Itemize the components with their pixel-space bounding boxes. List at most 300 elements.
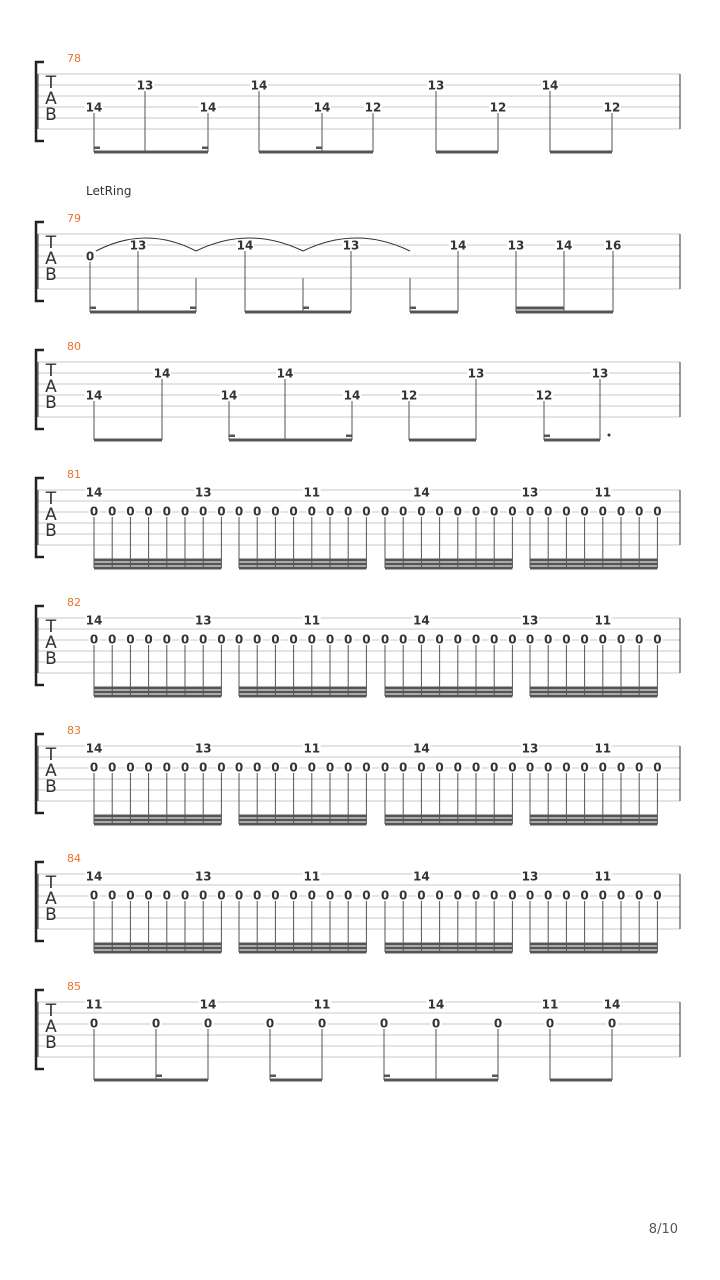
fret-number: 0 xyxy=(508,760,517,775)
tab-clef-letter: T xyxy=(45,617,57,637)
fret-number: 0 xyxy=(417,632,426,647)
beam xyxy=(94,439,162,442)
tab-clef-letter: B xyxy=(45,265,57,285)
beam xyxy=(239,695,366,698)
fret-number: 0 xyxy=(525,504,535,519)
fret-number: 0 xyxy=(180,504,190,519)
fret-number: 0 xyxy=(162,888,171,903)
beam xyxy=(516,307,564,310)
fret-number: 0 xyxy=(89,1016,99,1031)
fret-number: 0 xyxy=(417,888,426,903)
fret-number: 0 xyxy=(493,1016,503,1031)
beam xyxy=(239,567,366,570)
beam xyxy=(94,151,208,154)
fret-number: 0 xyxy=(271,504,280,519)
fret-number: 0 xyxy=(253,760,262,775)
measure-number: 82 xyxy=(67,596,81,609)
fret-number: 0 xyxy=(399,504,408,519)
fret-number: 13 xyxy=(507,238,525,253)
fret-number: 0 xyxy=(453,632,462,647)
fret-number: 0 xyxy=(653,760,662,775)
fret-number: 11 xyxy=(594,869,612,884)
fret-number: 14 xyxy=(85,741,103,756)
tab-clef-letter: A xyxy=(45,1017,57,1037)
beam xyxy=(530,819,657,822)
fret-number: 14 xyxy=(276,366,294,381)
fret-number: 0 xyxy=(380,888,390,903)
fret-number: 0 xyxy=(453,504,462,519)
half-beam xyxy=(384,1075,390,1078)
fret-number: 11 xyxy=(303,869,321,884)
fret-number: 0 xyxy=(307,760,316,775)
fret-number: 0 xyxy=(162,504,171,519)
fret-number: 0 xyxy=(344,504,353,519)
half-beam xyxy=(410,307,416,310)
fret-number: 11 xyxy=(303,485,321,500)
fret-number: 0 xyxy=(271,760,280,775)
fret-number: 0 xyxy=(399,888,408,903)
beam xyxy=(94,1079,208,1082)
fret-number: 14 xyxy=(449,238,467,253)
beam xyxy=(530,691,657,694)
fret-number: 14 xyxy=(85,100,103,115)
fret-number: 12 xyxy=(603,100,621,115)
beam xyxy=(94,819,221,822)
fret-number: 0 xyxy=(144,632,153,647)
fret-number: 0 xyxy=(435,888,444,903)
beam xyxy=(385,943,512,946)
beam xyxy=(550,1079,612,1082)
fret-number: 0 xyxy=(653,504,662,519)
fret-number: 0 xyxy=(490,504,499,519)
fret-number: 14 xyxy=(85,485,103,500)
fret-number: 0 xyxy=(431,1016,441,1031)
fret-number: 11 xyxy=(303,613,321,628)
fret-number: 0 xyxy=(108,888,117,903)
beam xyxy=(385,687,512,690)
fret-number: 0 xyxy=(344,632,353,647)
fret-number: 12 xyxy=(364,100,382,115)
beam xyxy=(530,695,657,698)
fret-number: 0 xyxy=(126,760,135,775)
tab-clef-letter: A xyxy=(45,761,57,781)
beam xyxy=(90,311,196,314)
beam xyxy=(436,151,498,154)
fret-number: 0 xyxy=(544,632,553,647)
beam xyxy=(385,947,512,950)
fret-number: 0 xyxy=(525,760,535,775)
fret-number: 0 xyxy=(253,888,262,903)
fret-number: 0 xyxy=(271,888,280,903)
beam xyxy=(94,943,221,946)
beam xyxy=(530,947,657,950)
beam xyxy=(239,819,366,822)
fret-number: 0 xyxy=(126,632,135,647)
beam xyxy=(385,819,512,822)
fret-number: 0 xyxy=(399,632,408,647)
fret-number: 0 xyxy=(598,632,607,647)
fret-number: 0 xyxy=(653,632,662,647)
tab-clef-letter: A xyxy=(45,377,57,397)
half-beam xyxy=(492,1075,498,1078)
beam xyxy=(94,695,221,698)
fret-number: 14 xyxy=(343,388,361,403)
fret-number: 0 xyxy=(598,888,607,903)
tab-clef-letter: B xyxy=(45,649,57,669)
half-beam xyxy=(303,307,309,310)
dot xyxy=(608,434,611,437)
fret-number: 0 xyxy=(562,888,571,903)
fret-number: 0 xyxy=(580,504,589,519)
fret-number: 0 xyxy=(317,1016,327,1031)
fret-number: 0 xyxy=(607,1016,617,1031)
fret-number: 0 xyxy=(180,760,190,775)
tab-clef-letter: A xyxy=(45,89,57,109)
fret-number: 0 xyxy=(508,632,517,647)
fret-number: 0 xyxy=(126,504,135,519)
fret-number: 0 xyxy=(344,888,353,903)
fret-number: 16 xyxy=(604,238,622,253)
page-number: 8/10 xyxy=(648,1222,678,1237)
fret-number: 14 xyxy=(220,388,238,403)
fret-number: 11 xyxy=(303,741,321,756)
fret-number: 0 xyxy=(635,888,644,903)
beam xyxy=(544,439,600,442)
fret-number: 14 xyxy=(313,100,331,115)
text-annotation: LetRing xyxy=(86,184,132,198)
beam xyxy=(94,691,221,694)
fret-number: 13 xyxy=(591,366,609,381)
fret-number: 0 xyxy=(653,888,662,903)
fret-number: 0 xyxy=(108,632,117,647)
fret-number: 13 xyxy=(521,741,539,756)
beam xyxy=(94,951,221,954)
fret-number: 0 xyxy=(435,632,444,647)
beam xyxy=(530,567,657,570)
half-beam xyxy=(94,147,100,150)
half-beam xyxy=(190,307,196,310)
fret-number: 0 xyxy=(616,888,626,903)
fret-number: 11 xyxy=(313,997,331,1012)
fret-number: 0 xyxy=(362,504,371,519)
fret-number: 0 xyxy=(635,504,644,519)
tab-clef-letter: T xyxy=(45,1001,57,1021)
fret-number: 0 xyxy=(399,760,408,775)
fret-number: 0 xyxy=(453,760,462,775)
fret-number: 0 xyxy=(199,504,208,519)
beam xyxy=(239,947,366,950)
fret-number: 0 xyxy=(562,632,571,647)
fret-number: 0 xyxy=(180,888,190,903)
fret-number: 0 xyxy=(325,760,335,775)
fret-number: 0 xyxy=(162,632,171,647)
fret-number: 0 xyxy=(89,760,99,775)
fret-number: 13 xyxy=(427,78,445,93)
fret-number: 0 xyxy=(199,760,208,775)
beam xyxy=(516,311,613,314)
fret-number: 0 xyxy=(544,760,553,775)
fret-number: 0 xyxy=(616,504,626,519)
fret-number: 13 xyxy=(521,613,539,628)
fret-number: 0 xyxy=(562,760,571,775)
measure-number: 83 xyxy=(67,724,81,737)
fret-number: 14 xyxy=(85,388,103,403)
fret-number: 14 xyxy=(199,997,217,1012)
fret-number: 0 xyxy=(453,888,462,903)
beam xyxy=(550,151,612,154)
fret-number: 12 xyxy=(535,388,553,403)
fret-number: 0 xyxy=(271,632,280,647)
beam xyxy=(270,1079,322,1082)
fret-number: 0 xyxy=(199,888,208,903)
fret-number: 0 xyxy=(307,504,316,519)
fret-number: 0 xyxy=(580,888,589,903)
beam xyxy=(530,951,657,954)
measure-number: 85 xyxy=(67,980,81,993)
fret-number: 0 xyxy=(144,888,153,903)
fret-number: 14 xyxy=(541,78,559,93)
fret-number: 0 xyxy=(89,504,99,519)
fret-number: 14 xyxy=(85,869,103,884)
beam xyxy=(239,563,366,566)
fret-number: 11 xyxy=(594,485,612,500)
fret-number: 13 xyxy=(521,485,539,500)
fret-number: 0 xyxy=(380,504,390,519)
fret-number: 13 xyxy=(129,238,147,253)
beam xyxy=(94,563,221,566)
fret-number: 0 xyxy=(85,249,95,264)
fret-number: 13 xyxy=(342,238,360,253)
tab-clef-letter: B xyxy=(45,105,57,125)
fret-number: 13 xyxy=(194,485,212,500)
half-beam xyxy=(346,435,352,438)
fret-number: 0 xyxy=(265,1016,275,1031)
beam xyxy=(385,567,512,570)
beam xyxy=(239,815,366,818)
fret-number: 12 xyxy=(489,100,507,115)
beam xyxy=(530,815,657,818)
fret-number: 0 xyxy=(616,760,626,775)
fret-number: 0 xyxy=(580,632,589,647)
fret-number: 0 xyxy=(490,888,499,903)
fret-number: 0 xyxy=(289,504,298,519)
tab-clef-letter: A xyxy=(45,249,57,269)
fret-number: 14 xyxy=(236,238,254,253)
fret-number: 0 xyxy=(217,504,226,519)
tab-clef-letter: B xyxy=(45,1033,57,1053)
fret-number: 0 xyxy=(108,504,117,519)
beam xyxy=(245,311,351,314)
tab-clef-letter: A xyxy=(45,889,57,909)
beam xyxy=(94,687,221,690)
fret-number: 13 xyxy=(521,869,539,884)
fret-number: 0 xyxy=(580,760,589,775)
fret-number: 0 xyxy=(234,504,244,519)
half-beam xyxy=(90,307,96,310)
fret-number: 0 xyxy=(525,632,535,647)
measure-number: 84 xyxy=(67,852,81,865)
half-beam xyxy=(316,147,322,150)
fret-number: 13 xyxy=(194,869,212,884)
tab-clef-letter: B xyxy=(45,905,57,925)
tab-clef-letter: B xyxy=(45,777,57,797)
beam xyxy=(239,823,366,826)
fret-number: 0 xyxy=(562,504,571,519)
tab-clef-letter: B xyxy=(45,521,57,541)
fret-number: 0 xyxy=(307,632,316,647)
tab-clef-letter: T xyxy=(45,233,57,253)
fret-number: 14 xyxy=(153,366,171,381)
half-beam xyxy=(229,435,235,438)
fret-number: 0 xyxy=(379,1016,389,1031)
fret-number: 0 xyxy=(417,760,426,775)
fret-number: 0 xyxy=(234,632,244,647)
fret-number: 0 xyxy=(471,888,481,903)
beam xyxy=(530,687,657,690)
fret-number: 0 xyxy=(162,760,171,775)
fret-number: 13 xyxy=(467,366,485,381)
measure-number: 81 xyxy=(67,468,81,481)
measure-number: 78 xyxy=(67,52,81,65)
fret-number: 13 xyxy=(194,741,212,756)
tab-clef-letter: T xyxy=(45,745,57,765)
fret-number: 0 xyxy=(525,888,535,903)
beam xyxy=(385,823,512,826)
beam xyxy=(239,687,366,690)
beam xyxy=(239,559,366,562)
fret-number: 0 xyxy=(325,632,335,647)
beam xyxy=(94,559,221,562)
fret-number: 0 xyxy=(344,760,353,775)
fret-number: 11 xyxy=(85,997,103,1012)
fret-number: 0 xyxy=(471,632,481,647)
fret-number: 0 xyxy=(253,632,262,647)
beam xyxy=(94,815,221,818)
fret-number: 0 xyxy=(151,1016,161,1031)
fret-number: 0 xyxy=(289,888,298,903)
fret-number: 0 xyxy=(635,632,644,647)
tab-clef-letter: T xyxy=(45,873,57,893)
fret-number: 0 xyxy=(234,888,244,903)
fret-number: 0 xyxy=(307,888,316,903)
measure-number: 80 xyxy=(67,340,81,353)
tab-clef-letter: T xyxy=(45,73,57,93)
beam xyxy=(94,823,221,826)
fret-number: 0 xyxy=(325,504,335,519)
fret-number: 0 xyxy=(289,632,298,647)
beam xyxy=(384,1079,498,1082)
beam xyxy=(385,695,512,698)
beam xyxy=(385,691,512,694)
fret-number: 0 xyxy=(598,760,607,775)
fret-number: 0 xyxy=(471,760,481,775)
beam xyxy=(530,943,657,946)
tab-clef-letter: A xyxy=(45,505,57,525)
fret-number: 0 xyxy=(435,504,444,519)
fret-number: 0 xyxy=(545,1016,555,1031)
fret-number: 0 xyxy=(544,504,553,519)
fret-number: 0 xyxy=(471,504,481,519)
fret-number: 14 xyxy=(603,997,621,1012)
fret-number: 14 xyxy=(413,869,430,884)
fret-number: 0 xyxy=(253,504,262,519)
beam xyxy=(239,691,366,694)
fret-number: 0 xyxy=(203,1016,213,1031)
fret-number: 14 xyxy=(413,741,430,756)
beam xyxy=(410,311,458,314)
tab-clef-letter: A xyxy=(45,633,57,653)
beam xyxy=(385,563,512,566)
beam xyxy=(229,439,352,442)
half-beam xyxy=(270,1075,276,1078)
beam xyxy=(94,567,221,570)
beam xyxy=(530,563,657,566)
fret-number: 14 xyxy=(413,485,430,500)
beam xyxy=(239,943,366,946)
fret-number: 11 xyxy=(594,613,612,628)
fret-number: 0 xyxy=(180,632,190,647)
fret-number: 0 xyxy=(89,632,99,647)
fret-number: 0 xyxy=(490,632,499,647)
fret-number: 14 xyxy=(555,238,573,253)
half-beam xyxy=(202,147,208,150)
fret-number: 11 xyxy=(594,741,612,756)
beam xyxy=(530,559,657,562)
fret-number: 0 xyxy=(362,760,371,775)
fret-number: 0 xyxy=(289,760,298,775)
fret-number: 0 xyxy=(325,888,335,903)
fret-number: 0 xyxy=(508,504,517,519)
fret-number: 0 xyxy=(199,632,208,647)
beam xyxy=(409,439,476,442)
fret-number: 0 xyxy=(508,888,517,903)
fret-number: 0 xyxy=(144,760,153,775)
tab-clef-letter: T xyxy=(45,361,57,381)
fret-number: 14 xyxy=(250,78,268,93)
beam xyxy=(259,151,373,154)
fret-number: 0 xyxy=(234,760,244,775)
tab-clef-letter: T xyxy=(45,489,57,509)
beam xyxy=(385,951,512,954)
fret-number: 0 xyxy=(89,888,99,903)
fret-number: 13 xyxy=(136,78,154,93)
fret-number: 0 xyxy=(544,888,553,903)
fret-number: 0 xyxy=(380,760,390,775)
fret-number: 0 xyxy=(598,504,607,519)
fret-number: 14 xyxy=(199,100,217,115)
fret-number: 14 xyxy=(427,997,445,1012)
fret-number: 0 xyxy=(616,632,626,647)
fret-number: 0 xyxy=(362,888,371,903)
tab-clef-letter: B xyxy=(45,393,57,413)
fret-number: 0 xyxy=(417,504,426,519)
fret-number: 0 xyxy=(362,632,371,647)
fret-number: 0 xyxy=(217,760,226,775)
fret-number: 0 xyxy=(635,760,644,775)
fret-number: 13 xyxy=(194,613,212,628)
half-beam xyxy=(156,1075,162,1078)
fret-number: 0 xyxy=(435,760,444,775)
fret-number: 11 xyxy=(541,997,559,1012)
fret-number: 14 xyxy=(85,613,103,628)
half-beam xyxy=(544,435,550,438)
fret-number: 0 xyxy=(108,760,117,775)
fret-number: 0 xyxy=(490,760,499,775)
fret-number: 14 xyxy=(413,613,430,628)
fret-number: 0 xyxy=(144,504,153,519)
beam xyxy=(239,951,366,954)
fret-number: 0 xyxy=(217,632,226,647)
